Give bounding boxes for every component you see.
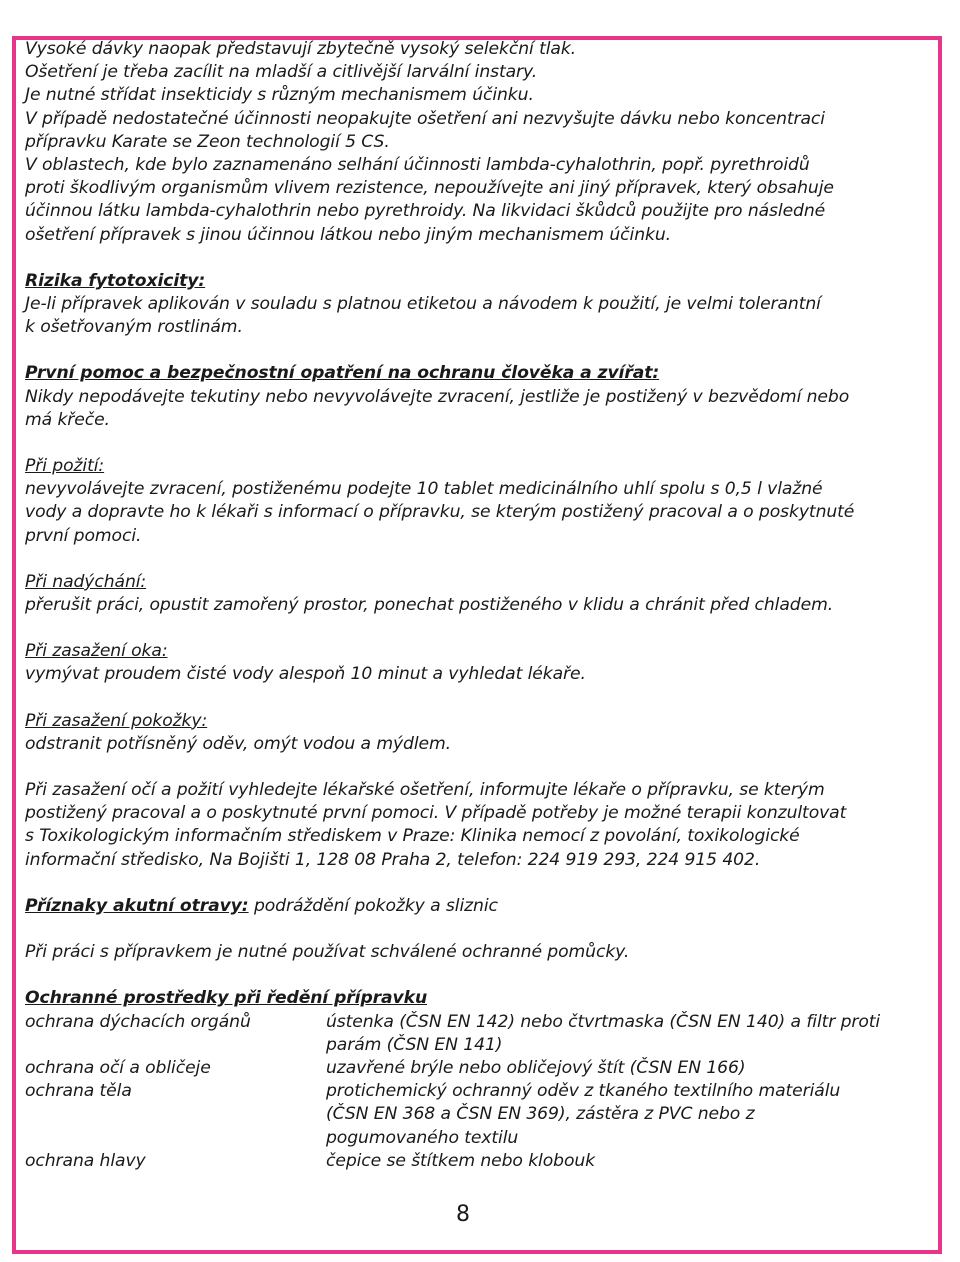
text-line: vymývat proudem čisté vody alespoň 10 minut a vyhledat lékaře. [25, 664, 586, 685]
protection-value [326, 1080, 925, 1150]
inhalation-section [25, 571, 925, 617]
ppe-note: Při práci s přípravkem je nutné používat schválené ochranné pomůcky. [25, 942, 630, 963]
ingestion-section [25, 455, 925, 548]
section-heading: Rizika fytotoxicity: [25, 270, 206, 291]
protection-value [326, 1057, 925, 1080]
phytotoxicity-section [25, 270, 925, 340]
section-heading: Při zasažení oka: [25, 641, 168, 662]
text-line: nevyvolávejte zvracení, postiženému podejte 10 tablet medicinálního uhlí spolu s 0,5 l vlažné [25, 479, 823, 500]
symptoms-label: Příznaky akutní otravy: [25, 895, 249, 916]
text-line: postižený pracoval a o poskytnuté první pomoci. V případě potřeby je možné terapii konzultovat [25, 803, 847, 824]
section-heading: Ochranné prostředky při ředění přípravku [25, 988, 428, 1009]
text-line: proti škodlivým organismům vlivem rezistence, nepoužívejte ani jiný přípravek, který obsahuje [25, 178, 834, 199]
text-line: čepice se štítkem nebo klobouk [326, 1150, 596, 1171]
text-line: k ošetřovaným rostlinám. [25, 317, 243, 338]
protection-row [25, 1011, 925, 1057]
protection-section [25, 987, 925, 1173]
text-line: Nikdy nepodávejte tekutiny nebo nevyvolávejte zvracení, jestliže je postižený v bezvědomí nebo [25, 386, 850, 407]
text-line: přerušit práci, opustit zamořený prostor, ponechat postiženého v klidu a chránit před chladem. [25, 595, 834, 616]
text-line: první pomoci. [25, 525, 142, 546]
text-line: vody a dopravte ho k lékaři s informací o přípravku, se kterým postižený pracoval a o poskytnuté [25, 502, 855, 523]
intro-section [25, 38, 925, 247]
text-line: Při zasažení očí a požití vyhledejte lékařské ošetření, informujte lékaře o přípravku, se kterým [25, 780, 825, 801]
text-line: s Toxikologickým informačním střediskem v Praze: Klinika nemocí z povolání, toxikologické [25, 826, 800, 847]
text-line: pogumovaného textilu [326, 1127, 519, 1148]
text-line: (ČSN EN 368 a ČSN EN 369), zástěra z PVC nebo z [326, 1104, 755, 1125]
text-line: ústenka (ČSN EN 142) nebo čtvrtmaska (ČSN EN 140) a filtr proti [326, 1011, 881, 1032]
section-heading: Při požití: [25, 456, 105, 477]
text-line: protichemický ochranný oděv z tkaného textilního materiálu [326, 1081, 841, 1102]
text-line: parám (ČSN EN 141) [326, 1034, 503, 1055]
text-line: odstranit potřísněný oděv, omýt vodou a mýdlem. [25, 733, 452, 754]
text-line: Vysoké dávky naopak představují zbytečně vysoký selekční tlak. [25, 39, 577, 59]
text-line: přípravku Karate se Zeon technologií 5 CS. [25, 131, 390, 152]
protection-row [25, 1057, 925, 1080]
text-line: ošetření přípravek s jinou účinnou látkou nebo jiným mechanismem účinku. [25, 224, 672, 245]
protection-label: ochrana dýchacích orgánů [25, 1011, 251, 1032]
symptoms-text: podráždění pokožky a sliznic [248, 895, 498, 916]
text-line: účinnou látku lambda-cyhalothrin nebo pyrethroidy. Na likvidaci škůdců použijte pro následné [25, 201, 826, 222]
text-line: informační středisko, Na Bojišti 1, 128 08 Praha 2, telefon: 224 919 293, 224 915 402. [25, 849, 761, 870]
skin-contact-section [25, 710, 925, 756]
section-heading: Při zasažení pokožky: [25, 710, 208, 731]
protection-value [326, 1150, 925, 1173]
text-line: má křeče. [25, 409, 110, 430]
eye-contact-section [25, 640, 925, 686]
protection-label: ochrana těla [25, 1081, 132, 1102]
medical-advice-section [25, 779, 925, 872]
text-line: uzavřené brýle nebo obličejový štít (ČSN EN 166) [326, 1057, 746, 1078]
protection-label: ochrana očí a obličeje [25, 1057, 211, 1078]
text-line: V oblastech, kde bylo zaznamenáno selhání účinnosti lambda-cyhalothrin, popř. pyrethroidů [25, 155, 810, 176]
section-heading: Při nadýchání: [25, 571, 147, 592]
first-aid-section [25, 362, 925, 432]
page-content [25, 38, 925, 1173]
protection-row [25, 1150, 925, 1173]
section-heading: První pomoc a bezpečnostní opatření na ochranu člověka a zvířat: [25, 363, 660, 384]
symptoms-line [25, 895, 925, 918]
text-line: V případě nedostatečné účinnosti neopakujte ošetření ani nezvyšujte dávku nebo koncentraci [25, 108, 825, 129]
page-number: 8 [456, 1202, 470, 1227]
protection-label: ochrana hlavy [25, 1150, 146, 1171]
text-line: Je-li přípravek aplikován v souladu s platnou etiketou a návodem k použití, je velmi tolerantní [25, 294, 821, 315]
text-line: Ošetření je třeba zacílit na mladší a citlivější larvální instary. [25, 62, 538, 83]
text-line: Je nutné střídat insekticidy s různým mechanismem účinku. [25, 85, 534, 106]
protection-value [326, 1011, 925, 1057]
protection-row [25, 1080, 925, 1150]
